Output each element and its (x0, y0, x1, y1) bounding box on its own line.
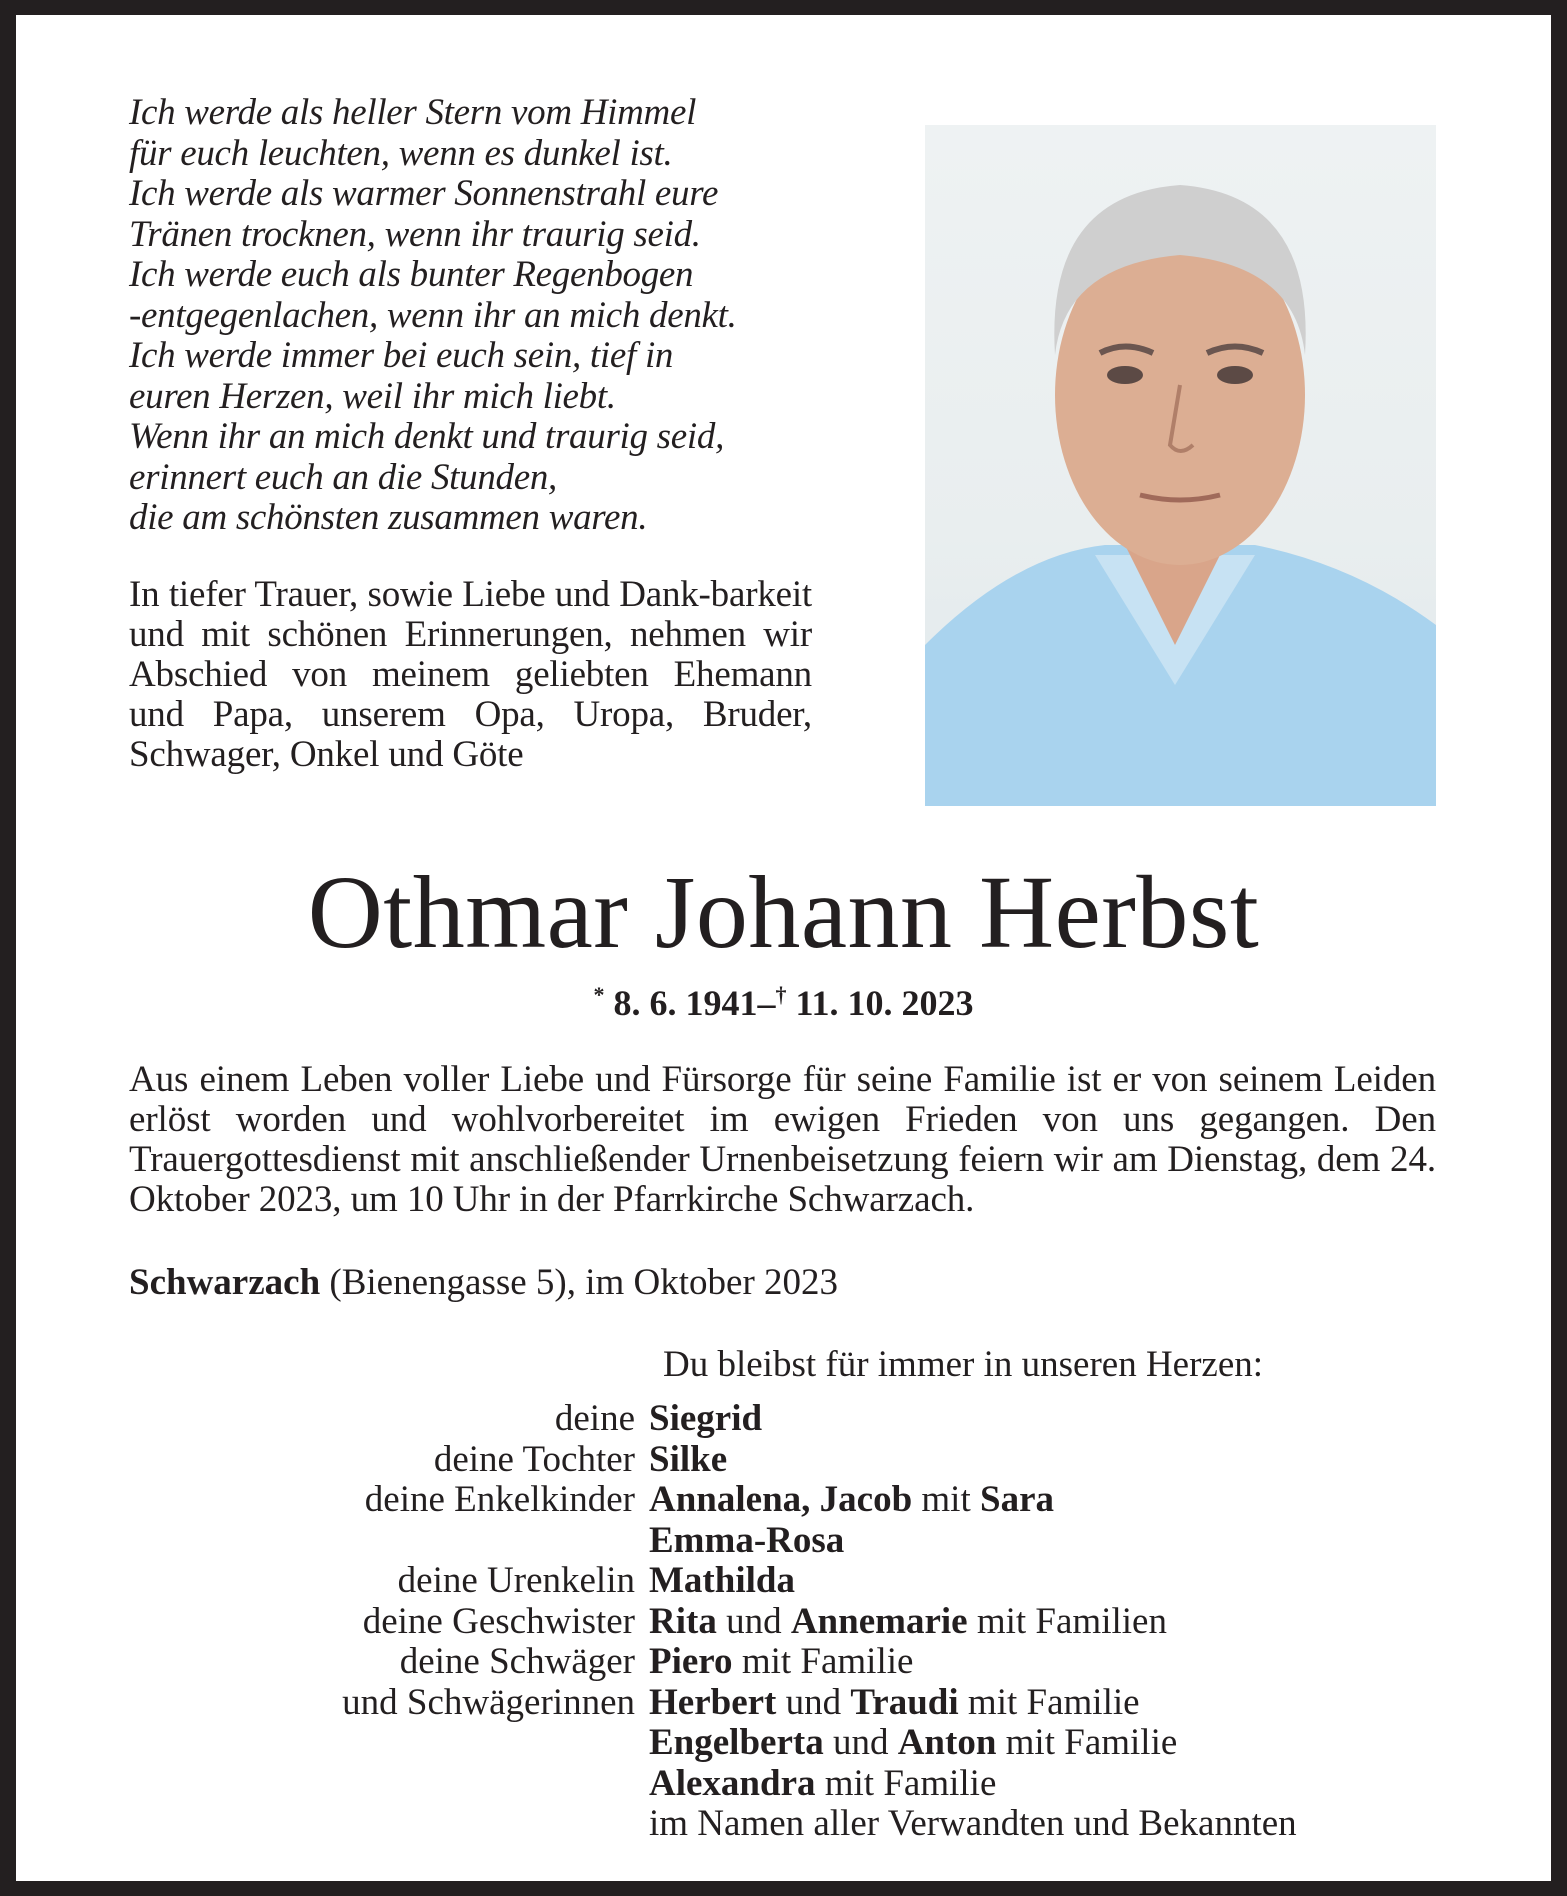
relative-names (649, 1723, 1177, 1764)
relative-name: Siegrid (649, 1398, 763, 1439)
connector-text: und (823, 1722, 898, 1763)
connector-text: mit Familie (732, 1641, 914, 1682)
relative-name: Mathilda (649, 1560, 795, 1601)
relation-label (16, 1521, 649, 1562)
family-list (16, 1399, 1551, 1845)
relative-names (649, 1561, 795, 1602)
relative-name: Sara (980, 1479, 1054, 1520)
family-heading: Du bleibst für immer in unseren Herzen: (663, 1344, 1264, 1385)
relative-name: Annalena, Jacob (649, 1479, 913, 1520)
death-symbol: † (775, 982, 787, 1007)
relative-name: Rita (649, 1600, 717, 1642)
relation-label: deine Urenkelin (397, 1560, 635, 1601)
death-date: 11. 10. 2023 (795, 983, 974, 1023)
relation-label: deine Enkelkinder (364, 1479, 635, 1520)
relative-name: Emma-Rosa (649, 1519, 845, 1561)
relation-label: deine Schwäger (399, 1641, 635, 1682)
relative-names (649, 1480, 1054, 1521)
portrait-photo (925, 125, 1436, 806)
poem-line: Tränen trocknen, wenn ihr traurig seid. (129, 213, 701, 255)
poem (129, 93, 829, 539)
relative-name: Alexandra (649, 1762, 816, 1804)
place-date-line (129, 1263, 838, 1303)
family-row (16, 1440, 1551, 1481)
place-town: Schwarzach (129, 1262, 321, 1303)
connector-text: mit (912, 1479, 980, 1520)
connector-text: mit Familie (996, 1722, 1178, 1763)
relative-names (649, 1764, 996, 1805)
relation-label: deine Tochter (433, 1438, 635, 1480)
relative-name: Annemarie (790, 1600, 968, 1642)
relative-names (649, 1683, 1140, 1724)
connector-text: mit Familie (815, 1762, 997, 1804)
date-separator: – (757, 983, 776, 1023)
relative-name: Herbert (649, 1681, 777, 1723)
family-row (16, 1642, 1551, 1683)
poem-line: Ich werde immer bei euch sein, tief in (129, 335, 674, 376)
relative-names (649, 1521, 844, 1562)
body-text: Aus einem Leben voller Liebe und Fürsorge für seine Familie ist er von seinem Leiden erlöst worden und wohlvorbereitet im ewigen Frieden von uns gegangen. Den Trauergottesdienst mit anschließender Urnenbeisetzung feiern wir am Dienstag, dem 24. Oktober 2023, um 10 Uhr in der Pfarrkirche Schwarzach. (129, 1059, 1436, 1220)
relative-name: Piero (649, 1641, 733, 1682)
family-row (16, 1723, 1551, 1764)
relative-name: Traudi (850, 1681, 959, 1723)
poem-line: Ich werde als warmer Sonnenstrahl eure (129, 173, 719, 214)
portrait-image (925, 125, 1436, 806)
intro-text: In tiefer Trauer, sowie Liebe und Dank-barkeit und mit schönen Erinnerungen, nehmen wir Abschied von meinem geliebten Ehemann und Papa, unserem Opa, Uropa, Bruder, Schwager, Onkel und Göte (129, 574, 812, 775)
deceased-name: Othmar Johann Herbst (307, 855, 1260, 970)
relative-names (649, 1602, 1167, 1643)
relative-names (649, 1642, 913, 1683)
connector-text: mit Familie (958, 1681, 1140, 1723)
relative-name: Silke (649, 1438, 728, 1480)
place-rest: (Bienengasse 5), im Oktober 2023 (320, 1262, 839, 1303)
relation-label (16, 1804, 649, 1845)
life-dates (16, 975, 1551, 1023)
relative-name: Anton (897, 1722, 997, 1763)
poem-line: Wenn ihr an mich denkt und traurig seid, (129, 416, 725, 457)
connector-text: im Namen aller Verwandten und Bekannten (649, 1803, 1297, 1844)
poem-line: für euch leuchten, wenn es dunkel ist. (129, 132, 673, 174)
connector-text: und (716, 1600, 791, 1642)
relation-label (16, 1764, 649, 1805)
poem-line: -entgegenlachen, wenn ihr an mich denkt. (129, 294, 737, 336)
relation-label: deine (554, 1398, 635, 1439)
poem-line: Ich werde als heller Stern vom Himmel (129, 92, 697, 133)
relative-names (649, 1399, 762, 1440)
poem-line: euren Herzen, weil ihr mich liebt. (129, 375, 616, 417)
family-row (16, 1683, 1551, 1724)
connector-text: und (776, 1681, 851, 1723)
birth-date: 8. 6. 1941 (613, 983, 758, 1023)
family-row (16, 1521, 1551, 1562)
birth-symbol: * (593, 982, 605, 1007)
family-row (16, 1480, 1551, 1521)
relative-names (649, 1804, 1297, 1845)
connector-text: mit Familien (967, 1600, 1167, 1642)
relation-label: und Schwägerinnen (342, 1681, 635, 1723)
family-row (16, 1399, 1551, 1440)
family-row (16, 1804, 1551, 1845)
relation-label (16, 1723, 649, 1764)
relation-label: deine Geschwister (362, 1600, 635, 1642)
poem-line: erinnert euch an die Stunden, (129, 456, 558, 498)
family-row (16, 1764, 1551, 1805)
poem-line: die am schönsten zusammen waren. (129, 497, 648, 538)
poem-line: Ich werde euch als bunter Regenbogen (129, 254, 694, 295)
family-row (16, 1602, 1551, 1643)
relative-names (649, 1440, 727, 1481)
obituary-page (16, 15, 1551, 1881)
family-row (16, 1561, 1551, 1602)
relative-name: Engelberta (649, 1722, 824, 1763)
